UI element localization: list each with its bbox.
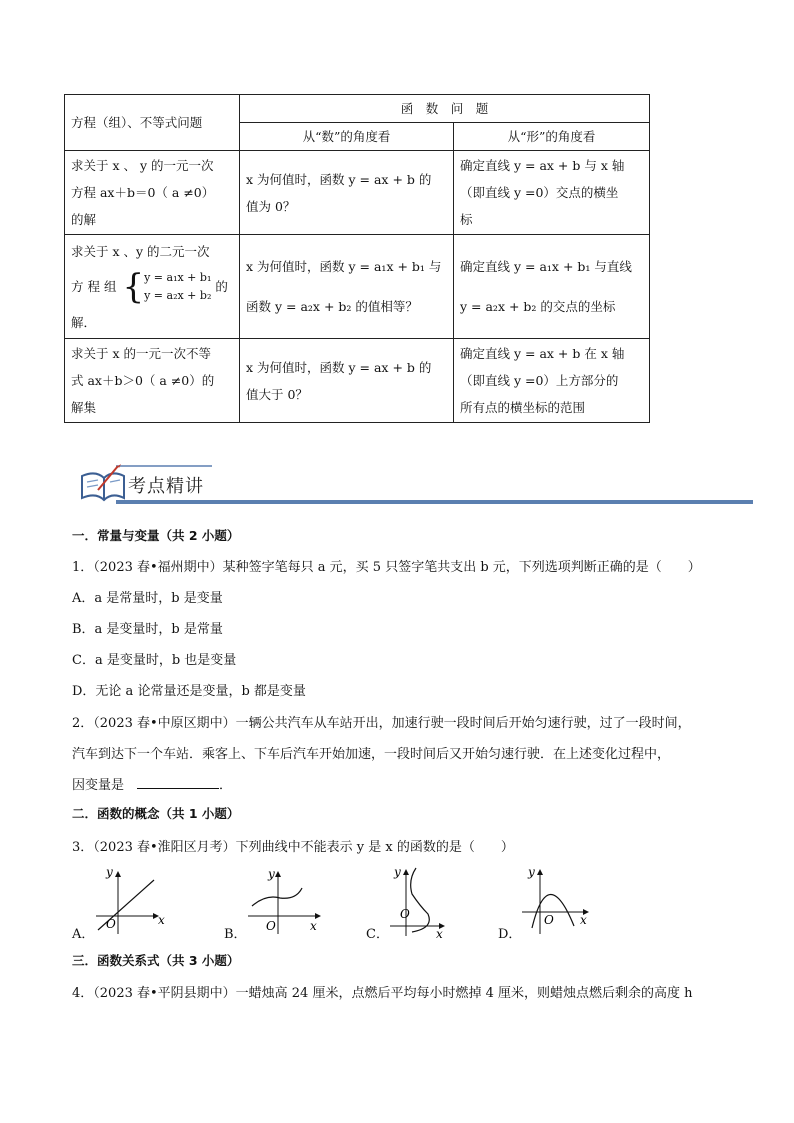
svg-text:O: O [266, 919, 276, 933]
svg-text:x: x [436, 927, 443, 938]
q3-graph-b [244, 866, 330, 938]
svg-text:y: y [528, 866, 535, 879]
comparison-table [64, 94, 650, 423]
section-heading-1: 一．常量与变量（共 2 小题） [72, 528, 240, 543]
svg-text:y: y [106, 866, 113, 879]
q2-line3: 因变量是 ． [72, 778, 233, 793]
q1-option-b: B．a 是变量时，b 是常量 [72, 622, 223, 637]
row3-number-view: x 为何值时，函数 y = ax + b 的 值大于 0？ [240, 339, 454, 423]
row3-equation: 求关于 x 的一元一次不等 式 ax＋b＞0（ a ≠0）的 解集 [65, 339, 240, 423]
row2-shape-view: 确定直线 y = a₁x + b₁ 与直线 y = a₂x + b₂ 的交点的坐标 [454, 235, 650, 339]
header-shape-view: 从“形”的角度看 [454, 123, 650, 151]
table-row [65, 339, 650, 423]
q1-stem: 1．（2023 春•福州期中）某种签字笔每只 a 元，买 5 只签字笔共支出 b 元，下列选项判断正确的是（ ） [72, 560, 701, 575]
q2-line2: 汽车到达下一个车站．乘客上、下车后汽车开始加速，一段时间后又开始匀速行驶．在上述变化过程中， [72, 747, 671, 762]
svg-text:x: x [580, 913, 587, 927]
q1-option-d: D．无论 a 论常量还是变量，b 都是变量 [72, 684, 306, 699]
svg-text:y: y [394, 866, 401, 879]
q3-graph-c [386, 866, 456, 938]
q3-stem: 3．（2023 春•淮阳区月考）下列曲线中不能表示 y 是 x 的函数的是（ ） [72, 840, 514, 855]
row1-shape-view: 确定直线 y = ax + b 与 x 轴 （即直线 y =0）交点的横坐 标 [454, 151, 650, 235]
table-row [65, 235, 650, 339]
section-heading-3: 三．函数关系式（共 3 小题） [72, 953, 240, 968]
row3-shape-view: 确定直线 y = ax + b 在 x 轴 （即直线 y =0）上方部分的 所有点的横坐标的范围 [454, 339, 650, 423]
header-number-view: 从“数”的角度看 [240, 123, 454, 151]
q3-option-b-label: B． [224, 927, 247, 942]
svg-text:x: x [310, 919, 317, 933]
row2-number-view: x 为何值时，函数 y = a₁x + b₁ 与 函数 y = a₂x + b₂ 的值相等？ [240, 235, 454, 339]
section-heading-2: 二．函数的概念（共 1 小题） [72, 806, 240, 821]
system-eq-1: y = a₁x + b₁ [144, 270, 212, 284]
svg-text:O: O [400, 907, 410, 921]
svg-text:y: y [268, 867, 275, 881]
q3-graph-d [518, 866, 598, 938]
banner-title: 考点精讲 [128, 476, 204, 497]
header-function: 函 数 问 题 [240, 95, 650, 123]
row1-number-view: x 为何值时，函数 y = ax + b 的 值为 0？ [240, 151, 454, 235]
q2-line1: 2．（2023 春•中原区期中）一辆公共汽车从车站开出，加速行驶一段时间后开始匀速行驶，过了一段时间， [72, 716, 691, 731]
row2-equation: 求关于 x 、y 的二元一次 方 程 组 { y = a₁x + b₁ y = a₂x + b₂ 的 解． [65, 235, 240, 339]
q1-option-c: C．a 是变量时，b 也是变量 [72, 653, 237, 668]
q3-option-d-label: D． [498, 927, 522, 942]
answer-blank[interactable] [137, 776, 219, 789]
book-pen-icon [82, 464, 124, 500]
q3-option-a-label: A． [72, 927, 95, 942]
svg-text:x: x [158, 913, 165, 927]
q1-option-a: A．a 是常量时，b 是变量 [72, 591, 223, 606]
row1-equation: 求关于 x 、 y 的一元一次 方程 ax＋b＝0（ a ≠0） 的解 [65, 151, 240, 235]
system-eq-2: y = a₂x + b₂ [144, 288, 212, 302]
q3-option-c-label: C． [366, 927, 389, 942]
header-equation-col: 方程（组）、不等式问题 [65, 95, 240, 151]
svg-text:O: O [544, 913, 554, 927]
q4-stem: 4．（2023 春•平阴县期中）一蜡烛高 24 厘米，点燃后平均每小时燃掉 4 厘米，则蜡烛点燃后剩余的高度 h [72, 986, 693, 1001]
q3-graph-a [92, 866, 172, 938]
table-row [65, 151, 650, 235]
svg-text:O: O [106, 917, 116, 931]
